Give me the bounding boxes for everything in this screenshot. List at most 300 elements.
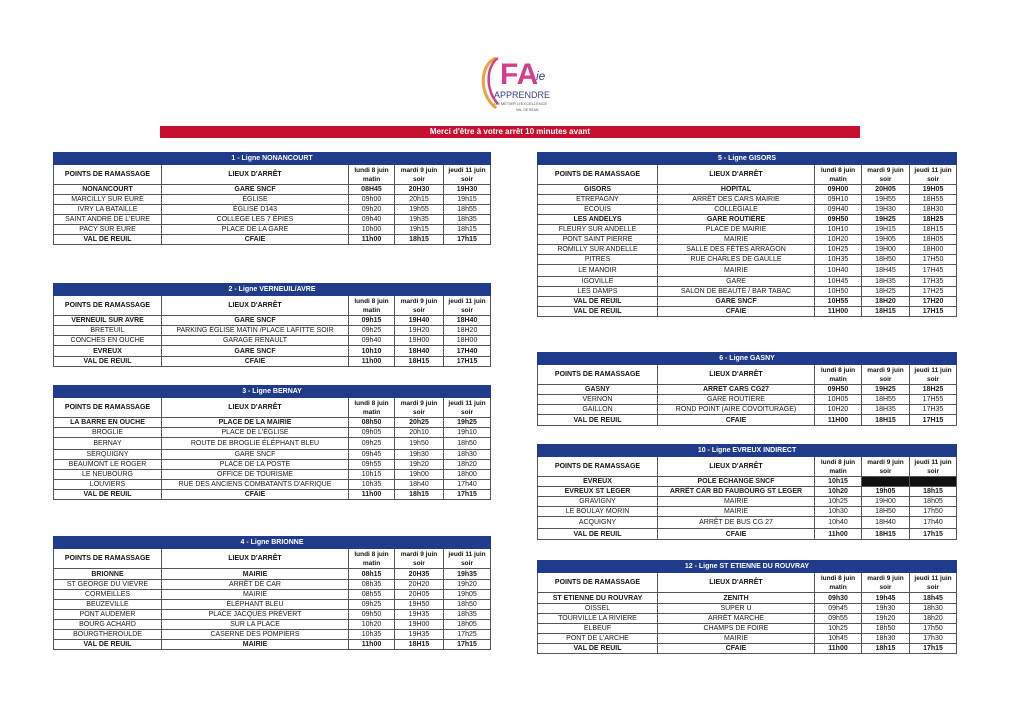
time-monday: 10H50 [815,287,862,297]
time-thursday: 18h30 [444,450,491,460]
time-tuesday: 19H25 [862,385,910,395]
stop-location: CFAIE [658,529,815,540]
pickup-point: VAL DE REUIL [538,529,658,540]
table-row [54,438,491,450]
time-thursday: 17H35 [910,405,957,415]
date-header: lundi 8 juin matin [349,398,395,418]
points-header: POINTS DE RAMASSAGE [538,365,658,385]
time-tuesday: 18H40 [862,517,910,529]
time-thursday: 17H15 [910,307,957,317]
time-thursday: 17H50 [910,255,957,265]
time-thursday: 17H45 [910,265,957,277]
table-row [54,428,491,438]
route-table [53,152,491,245]
table-row [538,205,957,215]
time-tuesday: 18H25 [862,287,910,297]
time-thursday: 18h55 [444,205,491,215]
pickup-point: LOUVIERS [54,480,162,490]
time-thursday: 18H25 [910,215,957,225]
stop-location: CASERNE DES POMPIERS [162,630,349,640]
time-monday: 10h25 [815,497,862,507]
date-header: jeudi 11 juin soir [444,398,491,418]
time-thursday: 18H00 [444,336,491,346]
time-tuesday: 19H55 [862,195,910,205]
time-monday: 10h30 [815,507,862,517]
time-tuesday: 20H05 [395,590,444,600]
stop-location: OFFICE DE TOURISME [162,470,349,480]
stop-location: GARE SNCF [162,316,349,326]
time-thursday: 17h15 [444,640,491,650]
time-thursday: 17H35 [910,277,957,287]
time-tuesday: 18H55 [862,395,910,405]
time-thursday: 18h45 [910,593,957,604]
time-monday: 10H10 [815,225,862,235]
time-tuesday: 18H15 [395,357,444,367]
time-tuesday: 19H20 [395,326,444,336]
route-table [53,283,491,367]
time-tuesday: 18h30 [862,634,910,644]
time-thursday: 17h25 [444,630,491,640]
time-tuesday: 20H30 [395,185,444,195]
pickup-point: BRETEUIL [54,326,162,336]
pickup-point: EVREUX ST LEGER [538,487,658,497]
pickup-point: BEUZEVILLE [54,600,162,610]
table-row [54,569,491,580]
time-tuesday: 18h15 [395,490,444,500]
pickup-point: VERNON [538,395,658,405]
table-row [54,490,491,500]
time-monday: 09h45 [815,604,862,614]
time-tuesday: 18H15 [862,415,910,426]
time-thursday: 18H30 [910,205,957,215]
time-tuesday: 19H35 [395,630,444,640]
time-monday: 10h45 [815,634,862,644]
time-thursday: 19h20 [444,580,491,590]
time-tuesday: 18H15 [862,307,910,317]
logo-place: VAL DE REUIL [516,108,540,112]
table-row [538,185,957,195]
time-monday: 10H05 [815,395,862,405]
time-thursday: 18h20 [444,460,491,470]
pickup-point: NONANCOURT [54,185,162,195]
pickup-point: PONT DE L'ARCHE [538,634,658,644]
time-monday: 09H10 [815,195,862,205]
time-monday: 10H20 [815,405,862,415]
time-tuesday: 19H00 [862,497,910,507]
stop-location: MAIRIE [162,569,349,580]
pickup-point: ST ETIENNE DU ROUVRAY [538,593,658,604]
table-row [54,580,491,590]
pickup-point: VAL DE REUIL [538,297,658,307]
time-monday: 10h00 [349,225,395,235]
time-monday: 10H20 [815,235,862,245]
date-header: mardi 9 juin soir [862,573,910,593]
stops-header: LIEUX D'ARRÊT [658,365,815,385]
time-thursday: 17h30 [910,634,957,644]
table-row [538,245,957,255]
route-title: 2 - Ligne VERNEUIL/AVRE [54,284,491,296]
time-monday: 09H50 [815,215,862,225]
stop-location: ARRÊT MARCHÉ [658,614,815,624]
time-monday: 11h00 [349,490,395,500]
pickup-point: VAL DE REUIL [54,640,162,650]
pickup-point: FLEURY SUR ANDELLE [538,225,658,235]
stop-location: CFAIE [162,357,349,367]
table-row [538,415,957,426]
time-thursday: 18h15 [444,225,491,235]
time-tuesday: 19H40 [395,316,444,326]
time-thursday: 18h50 [444,600,491,610]
stop-location: PLACE DE LA MAIRIE [162,418,349,428]
stops-header: LIEUX D'ARRÊT [658,165,815,185]
route-title: 10 - Ligne EVREUX INDIRECT [538,445,957,457]
time-thursday: 18h50 [444,438,491,450]
time-monday: 10h20 [815,487,862,497]
time-monday: 09H50 [815,385,862,395]
stop-location: CFAIE [162,235,349,245]
time-tuesday: 18H20 [862,297,910,307]
table-row [538,487,957,497]
pickup-point: GRAVIGNY [538,497,658,507]
time-tuesday: 18h50 [862,624,910,634]
table-row [538,529,957,540]
pickup-point: CONCHES EN OUCHE [54,336,162,346]
stop-location: ARRÊT DE BUS CG 27 [658,517,815,529]
time-tuesday: 18H35 [862,405,910,415]
time-tuesday: 20H20 [395,580,444,590]
pickup-point: VAL DE REUIL [54,357,162,367]
table-row [54,600,491,610]
pickup-point: BOURG ACHARD [54,620,162,630]
table-row [538,235,957,245]
table-row [538,277,957,287]
stop-location: PLACE DE L'ÉGLISE [162,428,349,438]
stop-location: ÉGLISE D143 [162,205,349,215]
pickup-point: SAINT ANDRE DE L'EURE [54,215,162,225]
route-title: 6 - Ligne GASNY [538,353,957,365]
pickup-point: GAILLON [538,405,658,415]
stop-location: ARRÊT DE CAR [162,580,349,590]
time-thursday: 17H15 [910,415,957,426]
pickup-point: TOURVILLE LA RIVIERE [538,614,658,624]
pickup-point: VAL DE REUIL [54,235,162,245]
date-header: mardi 9 juin soir [395,398,444,418]
time-tuesday: 20h10 [395,428,444,438]
stop-location: ARRÊT DES CARS MAIRIE [658,195,815,205]
table-row [538,507,957,517]
pickup-point: LE BOULAY MORIN [538,507,658,517]
route-table [53,536,491,650]
time-tuesday: 18H50 [862,507,910,517]
time-tuesday: 19H00 [395,336,444,346]
pickup-point: EVREUX [54,346,162,357]
pickup-point: VERNEUIL SUR AVRE [54,316,162,326]
pickup-point: VAL DE REUIL [538,307,658,317]
time-tuesday: 18h15 [395,235,444,245]
points-header: POINTS DE RAMASSAGE [54,549,162,569]
time-thursday: 19h15 [444,195,491,205]
time-thursday: 17h40 [444,480,491,490]
time-monday: 11H00 [815,307,862,317]
time-monday: 09h50 [349,610,395,620]
pickup-point: IGOVILLE [538,277,658,287]
time-monday: 09H40 [815,205,862,215]
stops-header: LIEUX D'ARRÊT [162,165,349,185]
time-monday: 08h35 [349,580,395,590]
table-row [538,287,957,297]
time-monday: 10H55 [815,297,862,307]
stop-location: SALON DE BEAUTÉ / BAR TABAC [658,287,815,297]
time-monday: 09h15 [349,316,395,326]
stop-location: ZENITH [658,593,815,604]
table-row [54,470,491,480]
date-header: jeudi 11 juin soir [444,296,491,316]
time-thursday: 18H55 [910,195,957,205]
table-row [54,620,491,630]
table-row [54,326,491,336]
time-thursday: 18H25 [910,385,957,395]
table-row [538,497,957,507]
stop-location: MAIRIE [162,590,349,600]
stop-location: MAIRIE [658,507,815,517]
time-monday: 09h55 [349,460,395,470]
stop-location: MAIRIE [162,640,349,650]
date-header: mardi 9 juin soir [395,165,444,185]
time-monday: 10H45 [815,277,862,287]
time-thursday: 17h15 [444,490,491,500]
pickup-point: MARCILLY SUR EURE [54,195,162,205]
date-header: jeudi 11 juin soir [910,165,957,185]
stop-location: ROUTE DE BROGLIE ÉLÉPHANT BLEU [162,438,349,450]
stop-location: POLE ECHANGE SNCF [658,477,815,487]
date-header: mardi 9 juin soir [395,296,444,316]
time-monday: 10h15 [815,477,862,487]
table-row [538,624,957,634]
time-monday: 10h35 [349,630,395,640]
points-header: POINTS DE RAMASSAGE [538,573,658,593]
date-header: mardi 9 juin soir [862,457,910,477]
table-row [538,517,957,529]
stop-location: GARE SNCF [162,346,349,357]
stop-location: HOPITAL [658,185,815,195]
stop-location: GARE SNCF [162,450,349,460]
time-monday: 09H00 [815,185,862,195]
time-tuesday [862,477,910,487]
table-row [538,385,957,395]
time-tuesday: 19h20 [395,460,444,470]
time-thursday: 17h15 [910,644,957,654]
pickup-point: OISSEL [538,604,658,614]
stop-location: GARAGE RENAULT [162,336,349,346]
pickup-point: GASNY [538,385,658,395]
table-row [538,195,957,205]
time-monday: 09h00 [349,195,395,205]
pickup-point: LES ANDELYS [538,215,658,225]
points-header: POINTS DE RAMASSAGE [54,296,162,316]
stop-location: CFAIE [658,644,815,654]
table-row [54,336,491,346]
stop-location: MAIRIE [658,235,815,245]
time-tuesday: 18H35 [862,277,910,287]
stop-location: ARRÊT CAR BD FAUBOURG ST LEGER [658,487,815,497]
table-row [54,316,491,326]
pickup-point: PONT AUDEMER [54,610,162,620]
date-header: jeudi 11 juin soir [444,165,491,185]
pickup-point: CORMEILLES [54,590,162,600]
table-row [538,265,957,277]
stop-location: GARE SNCF [658,297,815,307]
time-tuesday: 19H35 [395,610,444,620]
time-tuesday: 18H15 [395,640,444,650]
time-monday: 08H45 [349,185,395,195]
time-thursday: 18H00 [910,245,957,255]
table-row [54,630,491,640]
table-row [54,235,491,245]
date-header: mardi 9 juin soir [395,549,444,569]
time-tuesday: 20H05 [862,185,910,195]
date-header: jeudi 11 juin soir [910,457,957,477]
time-monday: 09h55 [815,614,862,624]
time-thursday: 17H20 [910,297,957,307]
table-row [538,644,957,654]
time-monday: 11H00 [815,415,862,426]
pickup-point: ROMILLY SUR ANDELLE [538,245,658,255]
time-tuesday: 19H25 [862,215,910,225]
date-header: mardi 9 juin soir [862,365,910,385]
stop-location: SUR LA PLACE [162,620,349,630]
time-thursday: 18h05 [910,497,957,507]
route-title: 5 - Ligne GISORS [538,153,957,165]
table-row [538,614,957,624]
time-thursday: 18h35 [444,610,491,620]
time-thursday: 17H40 [444,346,491,357]
time-thursday: 19h05 [444,590,491,600]
date-header: lundi 8 juin matin [815,365,862,385]
reminder-banner: Merci d'être à votre arrêt 10 minutes avant [160,126,860,138]
cfaie-logo [476,50,556,120]
pickup-point: VAL DE REUIL [538,415,658,426]
stop-location: CFAIE [162,490,349,500]
stops-header: LIEUX D'ARRÊT [162,296,349,316]
time-thursday: 17H25 [910,287,957,297]
time-tuesday: 19H15 [862,225,910,235]
time-thursday: 17h15 [444,235,491,245]
time-tuesday: 19h00 [395,470,444,480]
stop-location: GARE ROUTIÈRE [658,395,815,405]
pickup-point: LE MANOIR [538,265,658,277]
stops-header: LIEUX D'ARRÊT [162,398,349,418]
date-header: lundi 8 juin matin [815,165,862,185]
time-monday: 09h05 [349,428,395,438]
time-tuesday: 19h50 [395,438,444,450]
stops-header: LIEUX D'ARRÊT [162,549,349,569]
time-monday: 10H35 [815,255,862,265]
points-header: POINTS DE RAMASSAGE [54,165,162,185]
time-monday: 09h25 [349,326,395,336]
time-monday: 10H25 [815,245,862,255]
table-row [538,395,957,405]
pickup-point: VAL DE REUIL [54,490,162,500]
stops-header: LIEUX D'ARRÊT [658,573,815,593]
route-table [537,560,957,654]
time-tuesday: 18h40 [395,480,444,490]
logo-suffix: ie [536,69,546,83]
pickup-point: PACY SUR EURE [54,225,162,235]
route-table [537,444,957,540]
time-tuesday: 19H30 [862,205,910,215]
time-monday: 09h25 [349,600,395,610]
time-tuesday: 19H00 [862,245,910,255]
time-monday: 10h15 [349,470,395,480]
route-title: 3 - Ligne BERNAY [54,386,491,398]
time-tuesday: 19H05 [862,235,910,245]
route-table [537,152,957,317]
time-tuesday: 19h55 [395,205,444,215]
time-tuesday: 19h35 [395,215,444,225]
table-row [54,195,491,205]
time-tuesday: 19h15 [395,225,444,235]
time-thursday: 18h20 [910,614,957,624]
table-row [538,297,957,307]
stop-location: GARE SNCF [162,185,349,195]
pickup-point: LES DAMPS [538,287,658,297]
date-header: jeudi 11 juin soir [910,365,957,385]
logo-name: APPRENDRE [494,90,551,100]
time-monday: 08h50 [349,418,395,428]
points-header: POINTS DE RAMASSAGE [54,398,162,418]
stop-location: PLACE DE LA GARE [162,225,349,235]
stop-location: PLACE JACQUES PRÉVERT [162,610,349,620]
time-tuesday: 20h15 [395,195,444,205]
time-tuesday: 19h30 [395,450,444,460]
time-thursday: 18H05 [910,235,957,245]
table-row [54,346,491,357]
pickup-point: BEAUMONT LE ROGER [54,460,162,470]
stop-location: ÉGLISE [162,195,349,205]
stop-location: ÉLÉPHANT BLEU [162,600,349,610]
pickup-point: VAL DE REUIL [538,644,658,654]
time-monday: 10h20 [349,620,395,630]
stop-location: CHAMPS DE FOIRE [658,624,815,634]
date-header: mardi 9 juin soir [862,165,910,185]
time-thursday: 19h10 [444,428,491,438]
table-row [538,477,957,487]
table-row [54,480,491,490]
stop-location: GARE [658,277,815,287]
time-monday: 10h35 [349,480,395,490]
stop-location: PARKING ÉGLISE MATIN /PLACE LAFITTE SOIR [162,326,349,336]
points-header: POINTS DE RAMASSAGE [538,165,658,185]
stop-location: SUPER U [658,604,815,614]
table-row [538,604,957,614]
logo-tagline: UN MÉTIER D'EXCELLENCE [494,101,548,106]
pickup-point: BERNAY [54,438,162,450]
pickup-point: BROGLIE [54,428,162,438]
time-thursday: 17h50 [910,507,957,517]
pickup-point: LA BARRE EN OUCHE [54,418,162,428]
time-thursday: 19H05 [910,185,957,195]
time-tuesday: 18H50 [862,255,910,265]
time-monday: 10h10 [349,346,395,357]
time-thursday: 18h30 [910,604,957,614]
route-title: 12 - Ligne ST ETIENNE DU ROUVRAY [538,561,957,573]
time-tuesday: 18H15 [862,529,910,540]
pickup-point: BRIONNE [54,569,162,580]
time-tuesday: 20H35 [395,569,444,580]
points-header: POINTS DE RAMASSAGE [538,457,658,477]
route-title: 4 - Ligne BRIONNE [54,537,491,549]
time-thursday [910,477,957,487]
